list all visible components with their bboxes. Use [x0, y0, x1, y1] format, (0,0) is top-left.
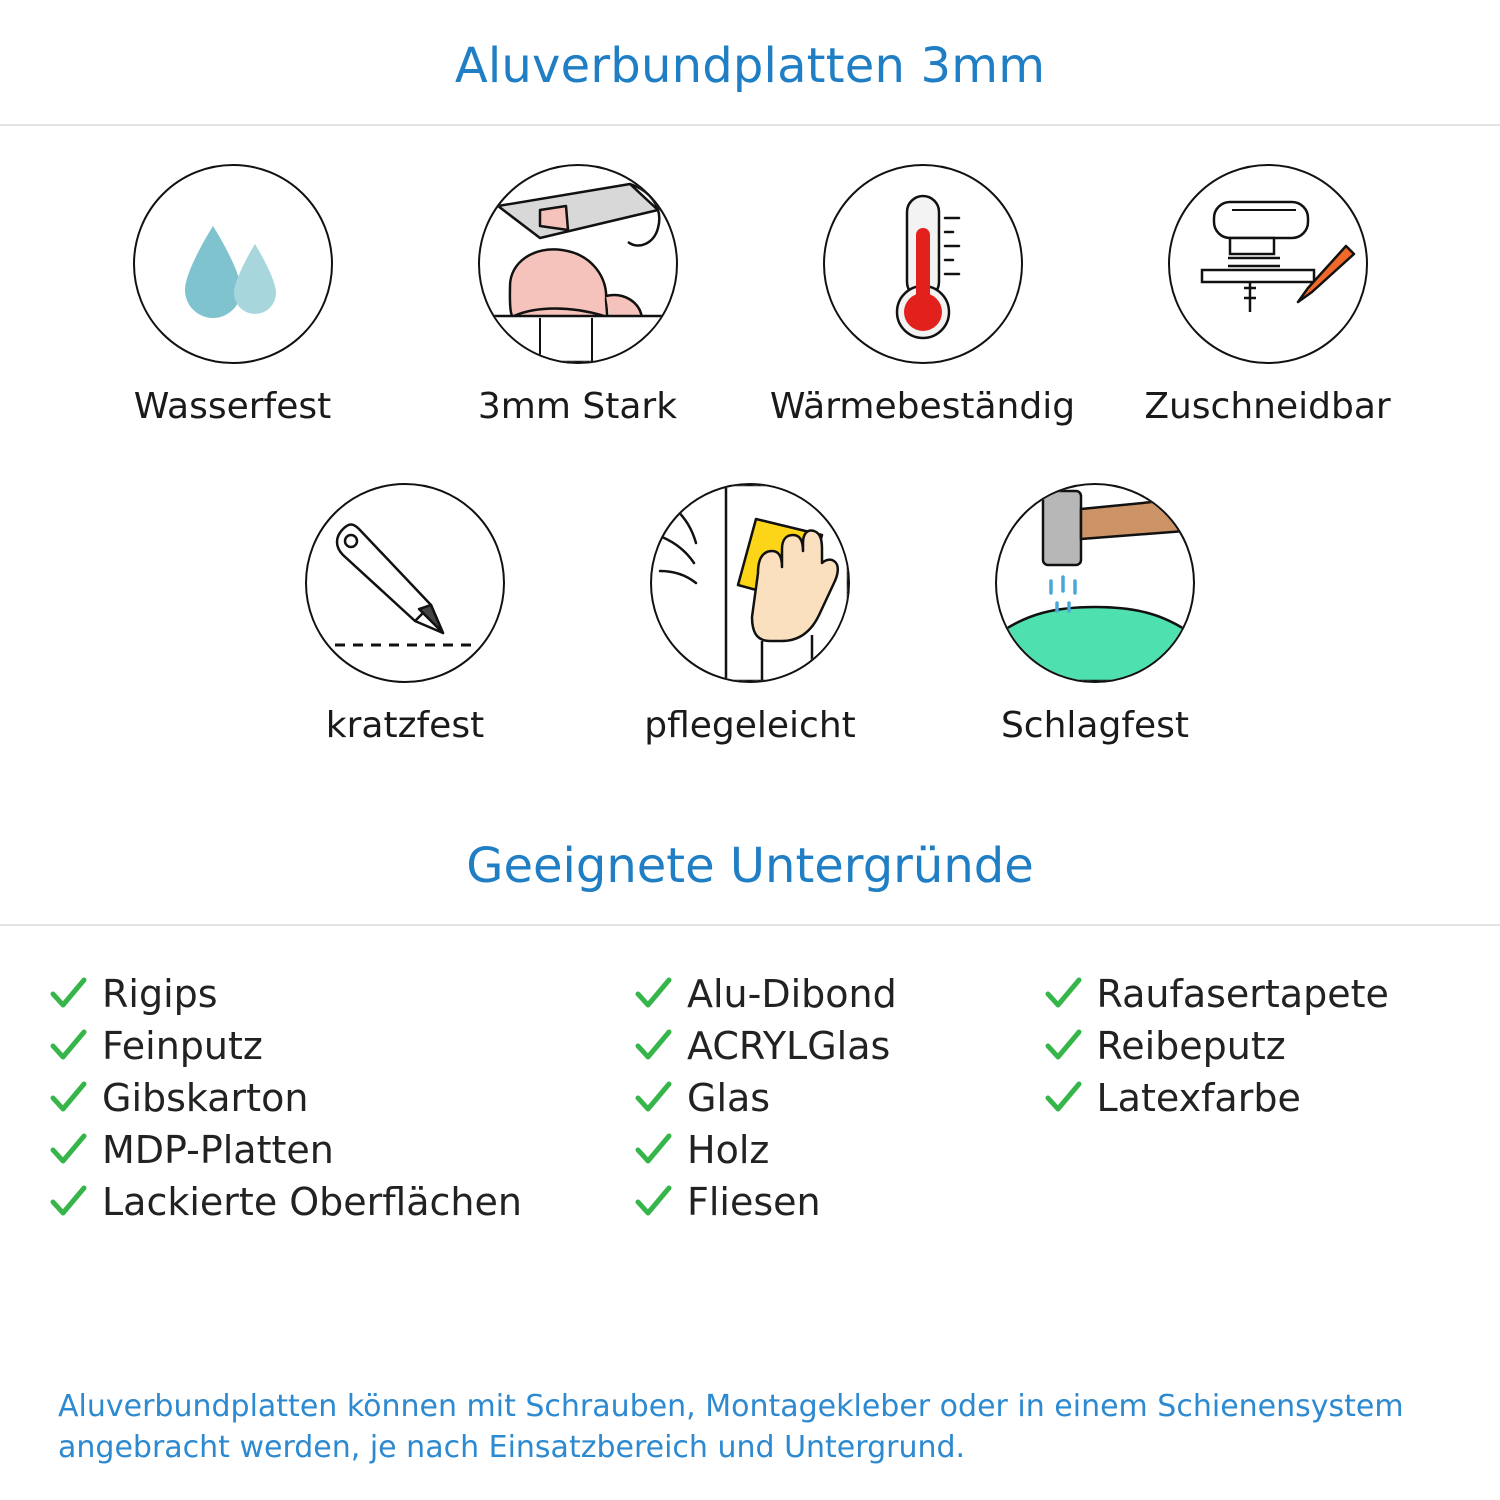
substrates-title: Geeignete Untergründe	[466, 838, 1034, 894]
list-item	[48, 968, 633, 1020]
list-item	[633, 1020, 1043, 1072]
list-item	[1043, 968, 1453, 1020]
list-item-label: Latexfarbe	[1096, 1076, 1301, 1120]
cleaning-cloth-icon	[650, 483, 850, 683]
feature-pflegeleicht	[578, 483, 923, 746]
check-icon	[1043, 1078, 1083, 1118]
list-item-label: MDP-Platten	[102, 1128, 334, 1172]
list-item-label: Lackierte Oberflächen	[102, 1180, 522, 1224]
feature-grid	[0, 126, 1500, 746]
feature-schlagfest	[923, 483, 1268, 746]
list-item-label: Rigips	[102, 972, 218, 1016]
feature-waermebestaendig	[750, 164, 1095, 427]
substrate-lists	[0, 926, 1500, 1228]
check-icon	[1043, 1026, 1083, 1066]
list-item-label: Gibskarton	[102, 1076, 309, 1120]
feature-row-1	[0, 164, 1500, 427]
list-item	[48, 1124, 633, 1176]
substrate-column-2	[633, 968, 1043, 1228]
jigsaw-cutter-icon	[1168, 164, 1368, 364]
list-item-label: Alu-Dibond	[687, 972, 897, 1016]
flexing-arm-icon	[478, 164, 678, 364]
list-item-label: Fliesen	[687, 1180, 821, 1224]
knife-scratch-icon	[305, 483, 505, 683]
list-item	[1043, 1020, 1453, 1072]
feature-kratzfest	[233, 483, 578, 746]
feature-label: Schlagfest	[1000, 705, 1190, 746]
feature-label: kratzfest	[325, 705, 485, 746]
feature-label: Zuschneidbar	[1144, 386, 1391, 427]
list-item-label: Reibeputz	[1096, 1024, 1286, 1068]
thermometer-icon	[823, 164, 1023, 364]
check-icon	[633, 974, 673, 1014]
list-item	[48, 1176, 633, 1228]
list-item	[48, 1020, 633, 1072]
feature-label: Wasserfest	[133, 386, 332, 427]
check-icon	[633, 1078, 673, 1118]
list-item	[1043, 1072, 1453, 1124]
list-item	[633, 1176, 1043, 1228]
check-icon	[48, 974, 88, 1014]
page-title: Aluverbundplatten 3mm	[454, 38, 1046, 94]
check-icon	[1043, 974, 1083, 1014]
check-icon	[48, 1078, 88, 1118]
feature-label: pflegeleicht	[644, 705, 856, 746]
check-icon	[48, 1026, 88, 1066]
check-icon	[48, 1182, 88, 1222]
substrate-column-3	[1043, 968, 1453, 1124]
feature-label: 3mm Stark	[477, 386, 678, 427]
list-item-label: Raufasertapete	[1096, 972, 1389, 1016]
list-item-label: ACRYLGlas	[687, 1024, 891, 1068]
list-item-label: Feinputz	[102, 1024, 263, 1068]
hammer-impact-icon	[995, 483, 1195, 683]
list-item-label: Holz	[687, 1128, 770, 1172]
list-item	[633, 1124, 1043, 1176]
footer-note: Aluverbundplatten können mit Schrauben, Montagekleber oder in einem Schienensystem angebracht werden, je nach Einsatzbereich und Untergrund.	[58, 1389, 1404, 1465]
substrate-column-1	[48, 968, 633, 1228]
check-icon	[633, 1130, 673, 1170]
feature-wasserfest	[60, 164, 405, 427]
list-item-label: Glas	[687, 1076, 771, 1120]
list-item	[48, 1072, 633, 1124]
check-icon	[633, 1182, 673, 1222]
check-icon	[633, 1026, 673, 1066]
feature-zuschneidbar	[1095, 164, 1440, 427]
feature-3mm-stark	[405, 164, 750, 427]
list-item	[633, 1072, 1043, 1124]
feature-row-2	[0, 483, 1500, 746]
list-item	[633, 968, 1043, 1020]
feature-label: Wärmebeständig	[769, 386, 1076, 427]
check-icon	[48, 1130, 88, 1170]
water-drops-icon	[133, 164, 333, 364]
